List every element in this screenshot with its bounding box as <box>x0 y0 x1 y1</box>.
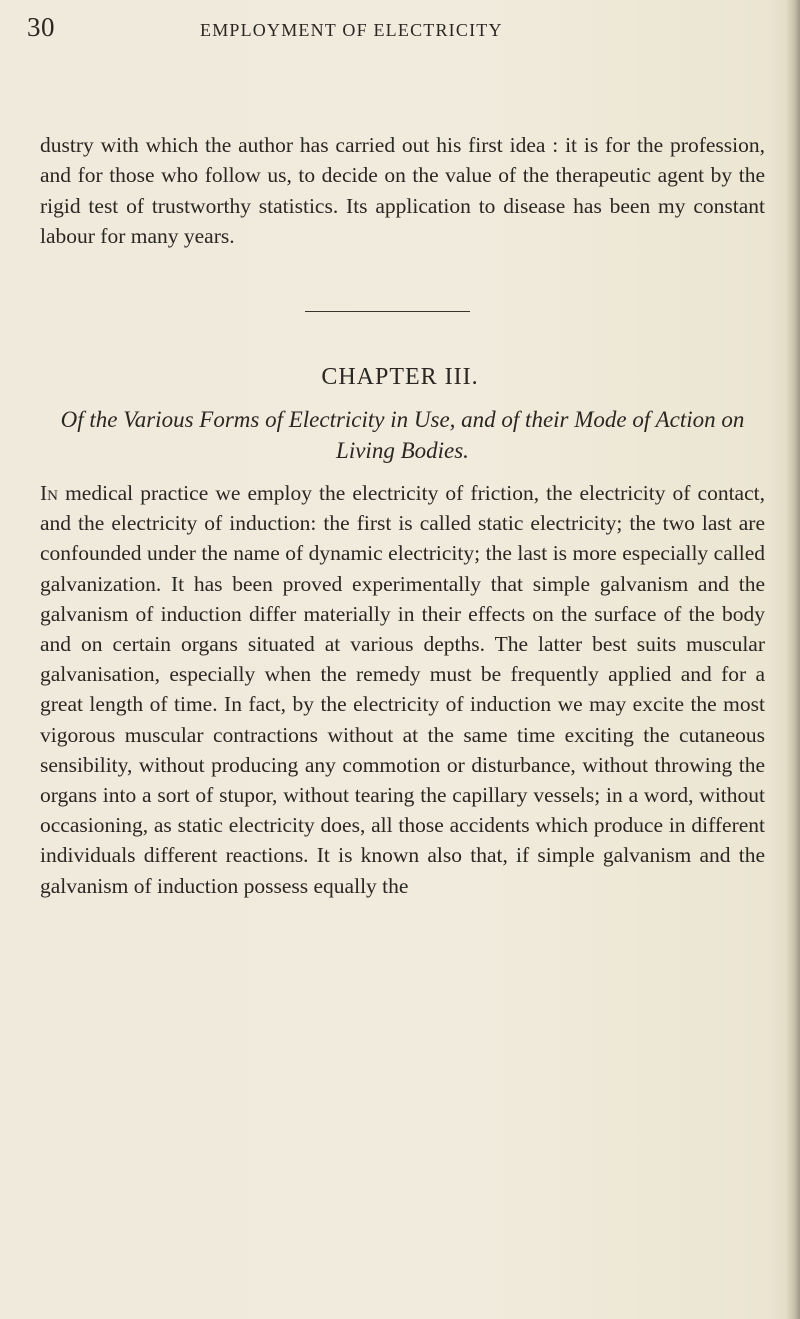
body-paragraph-text: medical practice we employ the electricity of friction, the electricity of contact, and the electricity of induction: the first is called static electricity; the two last are confounded under the name of dynamic electricity; the last is more especially called galvanization. It has been proved experimentally that simple galvanism and the galvanism of induction differ materially in their effects on the surface of the body and on certain organs situated at various depths. The latter best suits muscular galvanisation, especially when the remedy must be frequently applied and for a great length of time. In fact, by the electricity of induction we may excite the most vigorous muscular contractions without at the same time exciting the cutaneous sensibility, without producing any commotion or disturbance, without throwing the organs into a sort of stupor, without tearing the capillary vessels; in a word, without occasioning, as static electricity does, all those accidents which produce in different individuals different reactions. It is known also that, if simple galvanism and the galvanism of induction possess equally the <box>40 481 765 898</box>
body-lead-word: In <box>40 481 58 505</box>
section-divider <box>305 311 470 312</box>
page-number: 30 <box>27 12 55 42</box>
page-edge-shadow <box>786 0 800 1319</box>
intro-paragraph: dustry with which the author has carried out his first idea : it is for the profession, and for those who follow us, to decide on the value of the therapeutic agent by the rigid test of trustworthy statistics. Its application to disease has been my constant labour for many years. <box>40 133 765 249</box>
chapter-subtitle: Of the Various Forms of Electricity in Use, and of their Mode of Action on Living Bodies. <box>60 407 745 463</box>
running-head: EMPLOYMENT OF ELECTRICITY <box>200 20 503 40</box>
chapter-heading: CHAPTER III. <box>321 364 479 390</box>
body-paragraph <box>40 478 765 901</box>
